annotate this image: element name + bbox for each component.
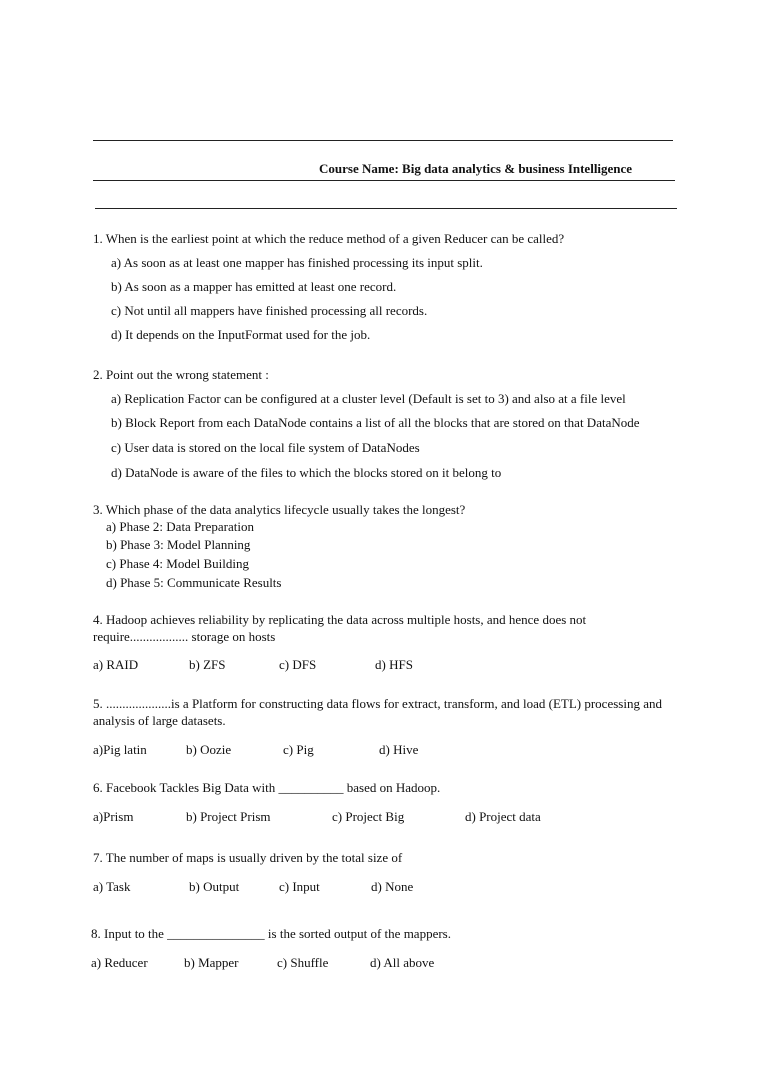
question-2-option-a: a) Replication Factor can be configured at a cluster level (Default is set to 3) and also at a file level: [111, 391, 626, 406]
question-7-stem: 7. The number of maps is usually driven by the total size of: [93, 850, 403, 865]
question-3-option-a: a) Phase 2: Data Preparation: [106, 519, 255, 534]
question-6-option-a: a)Prism: [93, 809, 134, 824]
question-5-option-d: d) Hive: [379, 742, 419, 757]
question-8-option-a: a) Reducer: [91, 955, 148, 970]
question-5-option-b: b) Oozie: [186, 742, 232, 757]
question-7-option-c: c) Input: [279, 879, 320, 894]
question-4-stem-line2: require.................. storage on hosts: [93, 629, 276, 644]
question-5-option-c: c) Pig: [283, 742, 314, 757]
question-2-option-d: d) DataNode is aware of the files to which the blocks stored on it belong to: [111, 465, 502, 480]
question-1-option-b: b) As soon as a mapper has emitted at least one record.: [111, 279, 397, 294]
question-2-option-c: c) User data is stored on the local file system of DataNodes: [111, 440, 420, 455]
question-6-option-c: c) Project Big: [332, 809, 405, 824]
question-1-stem: 1. When is the earliest point at which the reduce method of a given Reducer can be called?: [93, 231, 565, 246]
question-4-option-c: c) DFS: [279, 657, 317, 672]
question-3-stem: 3. Which phase of the data analytics lifecycle usually takes the longest?: [93, 502, 466, 517]
question-2-option-b: b) Block Report from each DataNode contains a list of all the blocks that are stored on that DataNode: [111, 415, 640, 430]
question-7-option-a: a) Task: [93, 879, 131, 894]
question-7-option-b: b) Output: [189, 879, 240, 894]
question-4-stem-line1: 4. Hadoop achieves reliability by replicating the data across multiple hosts, and hence does not: [93, 612, 587, 627]
question-1-option-a: a) As soon as at least one mapper has finished processing its input split.: [111, 255, 483, 270]
question-3-option-d: d) Phase 5: Communicate Results: [106, 575, 282, 590]
question-6-option-b: b) Project Prism: [186, 809, 271, 824]
question-5-stem-line1: 5. ....................is a Platform for constructing data flows for extract, transform, and load (ETL) processing and: [93, 696, 662, 711]
course-title: Course Name: Big data analytics & business Intelligence: [319, 161, 633, 176]
question-8-option-c: c) Shuffle: [277, 955, 329, 970]
question-8-option-d: d) All above: [370, 955, 435, 970]
header-rule-middle: [93, 180, 675, 181]
question-4-option-b: b) ZFS: [189, 657, 226, 672]
question-4-option-a: a) RAID: [93, 657, 139, 672]
header-rule-top: [93, 140, 673, 141]
question-2-stem: 2. Point out the wrong statement :: [93, 367, 269, 382]
question-5-stem-line2: analysis of large datasets.: [93, 713, 226, 728]
question-1-option-d: d) It depends on the InputFormat used for the job.: [111, 327, 371, 342]
question-6-stem: 6. Facebook Tackles Big Data with __________ based on Hadoop.: [93, 780, 441, 795]
question-3-option-b: b) Phase 3: Model Planning: [106, 537, 251, 552]
question-3-option-c: c) Phase 4: Model Building: [106, 556, 249, 571]
question-4-option-d: d) HFS: [375, 657, 413, 672]
header-rule-bottom: [95, 208, 677, 209]
question-8-option-b: b) Mapper: [184, 955, 239, 970]
question-6-option-d: d) Project data: [465, 809, 541, 824]
question-7-option-d: d) None: [371, 879, 414, 894]
question-8-stem: 8. Input to the _______________ is the sorted output of the mappers.: [91, 926, 451, 941]
question-1-option-c: c) Not until all mappers have finished processing all records.: [111, 303, 428, 318]
question-5-option-a: a)Pig latin: [93, 742, 147, 757]
